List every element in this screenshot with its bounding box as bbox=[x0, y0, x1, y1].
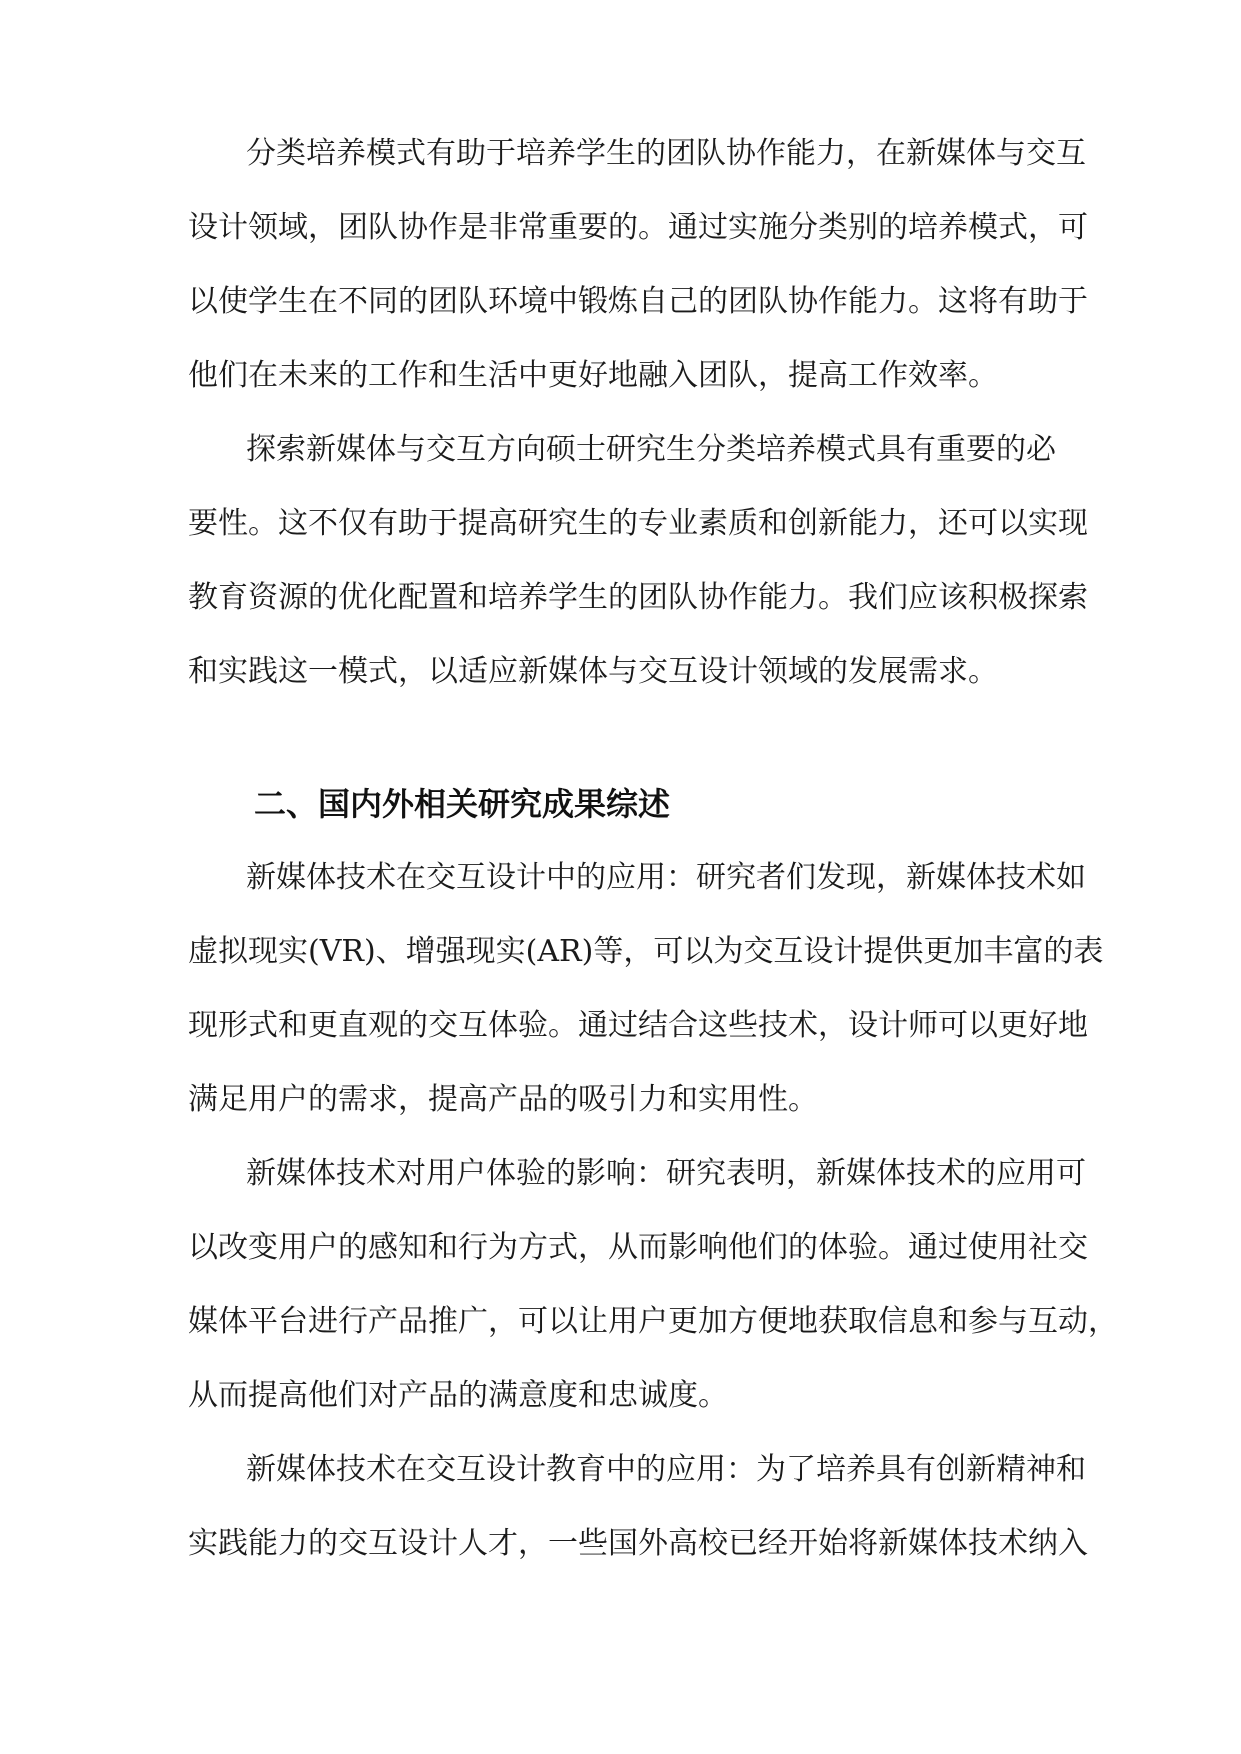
text-line: 教育资源的优化配置和培养学生的团队协作能力。我们应该积极探索 bbox=[188, 580, 1088, 615]
text-line: 新媒体技术在交互设计中的应用：研究者们发现，新媒体技术如 bbox=[246, 860, 1086, 895]
text-line: 满足用户的需求，提高产品的吸引力和实用性。 bbox=[188, 1082, 818, 1117]
text-line: 设计领域，团队协作是非常重要的。通过实施分类别的培养模式，可 bbox=[188, 210, 1088, 245]
text-line: 实践能力的交互设计人才，一些国外高校已经开始将新媒体技术纳入 bbox=[188, 1526, 1088, 1561]
text-line: 要性。这不仅有助于提高研究生的专业素质和创新能力，还可以实现 bbox=[188, 506, 1088, 541]
text-line: 新媒体技术在交互设计教育中的应用：为了培养具有创新精神和 bbox=[246, 1452, 1086, 1487]
section-heading: 二、国内外相关研究成果综述 bbox=[254, 785, 671, 823]
text-line: 探索新媒体与交互方向硕士研究生分类培养模式具有重要的必 bbox=[246, 432, 1056, 467]
text-line: 和实践这一模式，以适应新媒体与交互设计领域的发展需求。 bbox=[188, 654, 998, 689]
text-line: 新媒体技术对用户体验的影响：研究表明，新媒体技术的应用可 bbox=[246, 1156, 1086, 1191]
text-line: 现形式和更直观的交互体验。通过结合这些技术，设计师可以更好地 bbox=[188, 1008, 1088, 1043]
text-line: 从而提高他们对产品的满意度和忠诚度。 bbox=[188, 1378, 728, 1413]
text-line: 以改变用户的感知和行为方式，从而影响他们的体验。通过使用社交 bbox=[188, 1230, 1088, 1265]
text-line: 媒体平台进行产品推广，可以让用户更加方便地获取信息和参与互动， bbox=[188, 1304, 1118, 1339]
text-line: 以使学生在不同的团队环境中锻炼自己的团队协作能力。这将有助于 bbox=[188, 284, 1088, 319]
text-line: 分类培养模式有助于培养学生的团队协作能力，在新媒体与交互 bbox=[246, 136, 1086, 171]
text-line: 他们在未来的工作和生活中更好地融入团队，提高工作效率。 bbox=[188, 358, 998, 393]
text-line: 虚拟现实(VR)、增强现实(AR)等，可以为交互设计提供更加丰富的表 bbox=[188, 934, 1104, 969]
